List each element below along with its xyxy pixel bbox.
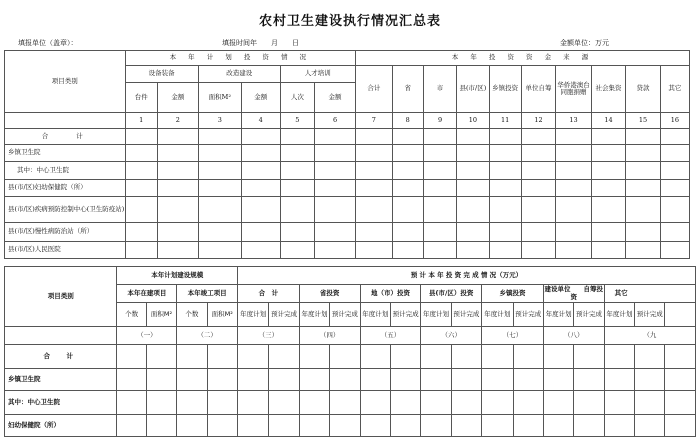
row-label: 乡镇卫生院: [5, 145, 126, 162]
row-label: 县(市/区)慢性病防治站（所）: [5, 223, 126, 242]
other-investment-header: 其它: [604, 285, 695, 303]
city-investment-header: 地（市）投资: [360, 285, 421, 303]
construction-progress-table: [4, 266, 696, 437]
expected-col: 预计完成: [574, 303, 604, 327]
funding-col-province: 省: [392, 66, 423, 113]
category-header: 项目类别: [5, 267, 117, 327]
form-title: 农村卫生建设执行情况汇总表: [258, 14, 441, 29]
under-construction-header: 本年在建项目: [117, 285, 177, 303]
row-label: 县(市/区)妇幼保健院（所）: [5, 180, 126, 197]
construction-scale-header: 本年计划建设规模: [117, 267, 238, 285]
reporting-unit-label: 填报单位（盖章）：: [18, 39, 78, 47]
sub-col-amount: 金额: [315, 83, 356, 113]
sub-col-units: 台件: [125, 83, 157, 113]
column-number-row: [5, 327, 696, 345]
col-number: （一）: [117, 327, 177, 345]
annual-plan-col: 年度计划: [237, 303, 268, 327]
plan-summary-table: [4, 50, 690, 259]
table-row: [5, 162, 690, 180]
col-number: 4: [241, 113, 280, 129]
table-row: [5, 345, 696, 369]
col-number: （三）: [237, 327, 299, 345]
table-row: [5, 129, 690, 145]
col-number: 8: [392, 113, 423, 129]
total-investment-header: 合 计: [237, 285, 299, 303]
col-number: 15: [626, 113, 660, 129]
col-number: 10: [457, 113, 489, 129]
expected-col: 预计完成: [635, 303, 665, 327]
col-number: 5: [280, 113, 314, 129]
equipment-header: 设备装备: [125, 66, 198, 83]
row-label: 妇幼保健院（所）: [5, 415, 117, 437]
row-label: 合 计: [5, 129, 126, 145]
expected-col: 预计完成: [330, 303, 360, 327]
funding-col-loan: 贷款: [626, 66, 660, 113]
funding-col-donation: 华侨港澳台同胞捐赠: [556, 66, 592, 113]
funding-col-total: 合计: [356, 66, 393, 113]
funding-col-township: 乡镇投资: [489, 66, 521, 113]
table-row: [5, 391, 696, 415]
expected-col: 预计完成: [269, 303, 299, 327]
table-row: [5, 369, 696, 391]
col-number: 11: [489, 113, 521, 129]
col-number: 7: [356, 113, 393, 129]
county-investment-header: 县(市/区）投资: [421, 285, 482, 303]
annual-plan-col: 年度计划: [604, 303, 634, 327]
table-row: [5, 145, 690, 162]
table-row: [5, 180, 690, 197]
row-label: 县(市/区)人民医院: [5, 242, 126, 259]
row-label: 其中：中心卫生院: [5, 391, 117, 415]
expected-col: 预计完成: [390, 303, 420, 327]
row-label: 合 计: [5, 345, 117, 369]
funding-source-header: 本 年 投 资 资 金 来 源: [356, 51, 690, 66]
col-number: （九: [604, 327, 695, 345]
expected-col: 预计完成: [451, 303, 481, 327]
province-investment-header: 省投资: [299, 285, 360, 303]
sub-col-amount: 金额: [157, 83, 198, 113]
currency-unit-label: 金额单位：万元: [560, 39, 609, 47]
talent-training-header: 人才培训: [280, 66, 355, 83]
table-row: [5, 242, 690, 259]
col-number: （四）: [299, 327, 360, 345]
col-number: （六）: [421, 327, 482, 345]
renovation-header: 改造建设: [198, 66, 280, 83]
col-number: （二）: [177, 327, 238, 345]
area-col: 面积M²: [207, 303, 237, 327]
row-label: 县(市/区)疾病预防控制中心(卫生防疫站): [5, 197, 126, 223]
table-row: [5, 223, 690, 242]
col-number: （七）: [482, 327, 544, 345]
sub-col-persons: 人次: [280, 83, 314, 113]
annual-plan-col: 年度计划: [421, 303, 451, 327]
count-col: 个数: [117, 303, 146, 327]
township-investment-header: 乡镇投资: [482, 285, 544, 303]
completed-projects-header: 本年竣工项目: [177, 285, 238, 303]
area-col: 面积M²: [146, 303, 176, 327]
annual-plan-col: 年度计划: [299, 303, 329, 327]
col-number: 1: [125, 113, 157, 129]
category-header: 项目类别: [5, 51, 126, 113]
table-row: [5, 197, 690, 223]
row-label: 乡镇卫生院: [5, 369, 117, 391]
col-number: 14: [591, 113, 625, 129]
col-number: 16: [660, 113, 689, 129]
funding-col-social: 社会集资: [591, 66, 625, 113]
col-number: 2: [157, 113, 198, 129]
funding-col-county: 县(市/区): [457, 66, 489, 113]
self-funded-header: 建设单位 自筹投资: [544, 285, 604, 301]
funding-col-other: 其它: [660, 66, 689, 113]
annual-plan-col: 年度计划: [543, 303, 573, 327]
plan-investment-header: 本 年 计 划 投 资 情 况: [125, 51, 355, 66]
sub-col-amount: 金额: [241, 83, 280, 113]
col-number: 3: [198, 113, 241, 129]
col-number: 9: [423, 113, 456, 129]
table-row: [5, 415, 696, 437]
expected-col: 预计完成: [513, 303, 543, 327]
col-number: 13: [556, 113, 592, 129]
col-number: 6: [315, 113, 356, 129]
count-col: 个数: [177, 303, 207, 327]
annual-plan-col: 年度计划: [360, 303, 390, 327]
sub-col-area: 面积M²: [198, 83, 241, 113]
col-number: 12: [521, 113, 555, 129]
column-number-row: [5, 113, 690, 129]
col-number: （八）: [543, 327, 604, 345]
funding-col-self: 单位自筹: [521, 66, 555, 113]
funding-col-city: 市: [423, 66, 456, 113]
investment-progress-header: 预 计 本 年 投 资 完 成 情 况（万元）: [237, 267, 695, 285]
reporting-date-label: 填报时间年 月 日: [222, 39, 299, 47]
annual-plan-col: 年度计划: [482, 303, 513, 327]
col-number: （五）: [360, 327, 421, 345]
row-label: 其中：中心卫生院: [5, 162, 126, 180]
